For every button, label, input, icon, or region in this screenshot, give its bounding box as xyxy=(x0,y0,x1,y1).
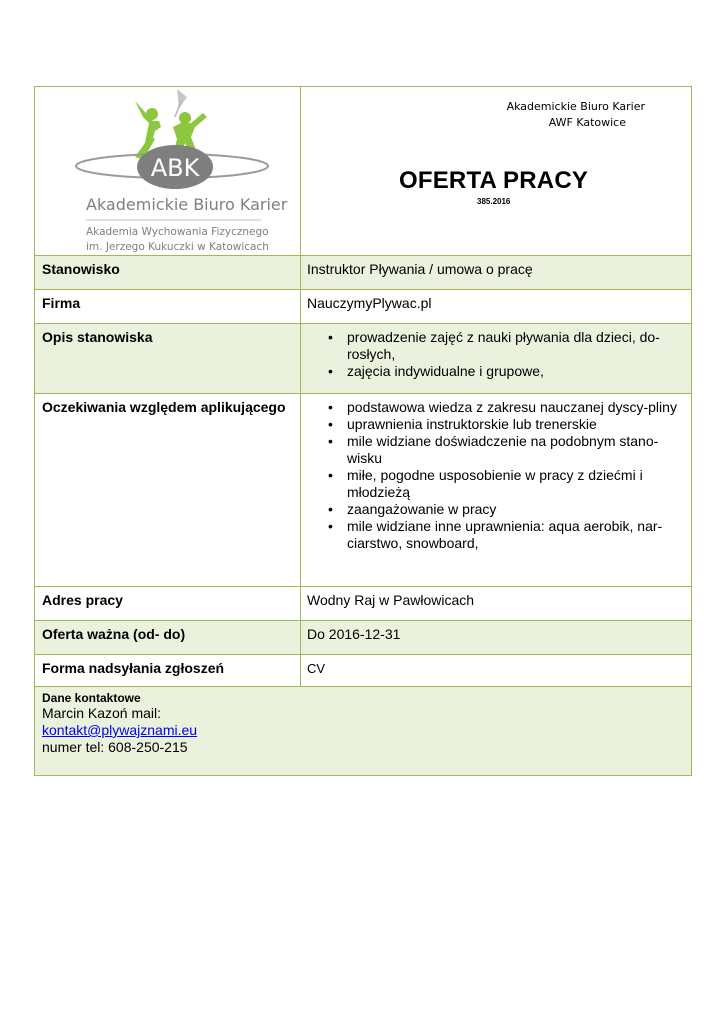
contact-heading: Dane kontaktowe xyxy=(42,691,141,705)
abk-logo xyxy=(35,87,301,255)
logo-subtitle-line2: im. Jerzego Kukuczki w Katowicach xyxy=(86,241,269,253)
row-expectations xyxy=(35,394,692,587)
expectations-list xyxy=(301,394,691,562)
valid-value: Do 2016-12-31 xyxy=(307,626,401,642)
address-label: Adres pracy xyxy=(42,592,123,608)
company-value: NauczymyPlywac.pl xyxy=(307,295,432,311)
valid-value-cell xyxy=(301,621,692,655)
row-position xyxy=(35,256,692,290)
contact-phone: numer tel: 608-250-215 xyxy=(42,739,188,755)
contact-person: Marcin Kazoń mail: xyxy=(42,705,162,721)
application-form-label: Forma nadsyłania zgłoszeń xyxy=(42,660,225,676)
row-company xyxy=(35,290,692,324)
position-label-cell xyxy=(35,256,301,290)
company-value-cell xyxy=(301,290,692,324)
list-item: • zajęcia indywidualne i grupowe, xyxy=(347,363,681,380)
list-item: • uprawnienia instruktorskie lub trenerskie xyxy=(347,416,681,433)
position-value: Instruktor Pływania / umowa o pracę xyxy=(307,261,533,277)
expectations-value-cell xyxy=(301,394,692,587)
position-value-cell xyxy=(301,256,692,290)
company-label: Firma xyxy=(42,295,81,311)
expectations-label-cell xyxy=(35,394,301,587)
row-valid xyxy=(35,621,692,655)
description-label-cell xyxy=(35,324,301,394)
contact-cell xyxy=(35,687,692,776)
description-label: Opis stanowiska xyxy=(42,329,153,345)
application-form-value: CV xyxy=(307,661,326,676)
job-offer-table xyxy=(34,86,692,776)
row-description xyxy=(35,324,692,394)
row-address xyxy=(35,587,692,621)
logo-badge-text: ABK xyxy=(150,154,200,182)
institution-line2: AWF Katowice xyxy=(548,116,626,129)
list-item: • zaangażowanie w pracy xyxy=(347,501,681,518)
list-item: • podstawowa wiedza z zakresu nauczanej dyscy-pliny xyxy=(347,399,681,416)
address-label-cell xyxy=(35,587,301,621)
logo-subtitle-line1: Akademia Wychowania Fizycznego xyxy=(86,226,269,238)
title-cell xyxy=(301,87,692,256)
offer-title: OFERTA PRACY xyxy=(399,167,589,194)
valid-label-cell xyxy=(35,621,301,655)
address-value: Wodny Raj w Pawłowicach xyxy=(307,592,475,608)
list-item: • mile widziane inne uprawnienia: aqua aerobik, nar-ciarstwo, snowboard, xyxy=(347,518,681,552)
company-label-cell xyxy=(35,290,301,324)
application-form-value-cell xyxy=(301,655,692,687)
logo-cell xyxy=(35,87,301,256)
expectations-label: Oczekiwania względem aplikującego xyxy=(42,399,286,415)
logo-name: Akademickie Biuro Karier xyxy=(86,195,288,214)
application-form-label-cell xyxy=(35,655,301,687)
row-contact xyxy=(35,687,692,776)
valid-label: Oferta ważna (od- do) xyxy=(42,626,186,642)
contact-email-link[interactable]: kontakt@plywajznami.eu xyxy=(42,722,198,738)
position-label: Stanowisko xyxy=(42,261,120,277)
header-row xyxy=(35,87,692,256)
row-application-form xyxy=(35,655,692,687)
list-item: • mile widziane doświadczenie na podobnym stano-wisku xyxy=(347,433,681,467)
list-item: • miłe, pogodne usposobienie w pracy z dziećmi i młodzieżą xyxy=(347,467,681,501)
description-value-cell xyxy=(301,324,692,394)
institution-block xyxy=(507,99,645,131)
offer-number: 385.2016 xyxy=(477,197,511,206)
list-item: • prowadzenie zajęć z nauki pływania dla dzieci, do-rosłych, xyxy=(347,329,681,363)
description-list xyxy=(301,324,691,390)
institution-line1: Akademickie Biuro Karier xyxy=(506,100,645,113)
address-value-cell xyxy=(301,587,692,621)
